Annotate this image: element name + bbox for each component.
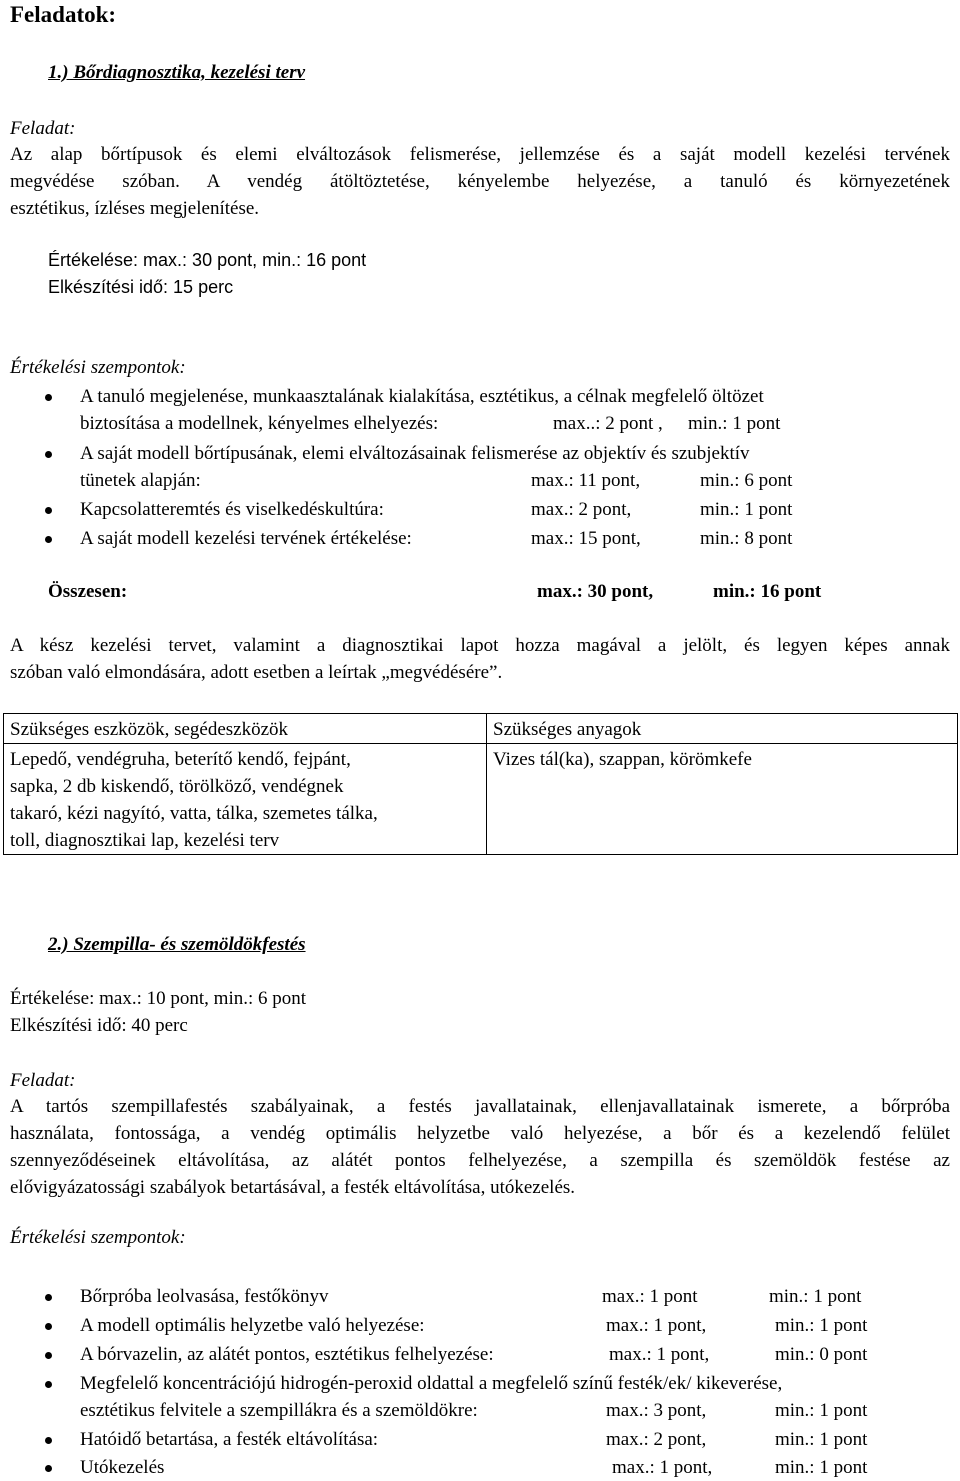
page-heading: Feladatok: — [10, 2, 117, 27]
criterion-min: min.: 1 pont — [688, 413, 781, 434]
criterion-max: max.: 1 pont, — [609, 1344, 710, 1365]
criterion-text: Megfelelő koncentrációjú hidrogén-peroxid oldattal a megfelelő színű festék/ek/ kikeverése, — [80, 1373, 783, 1394]
paragraph-line: megvédése szóban. A vendég átöltöztetése, kényelembe helyezése, a tanuló és környezetének — [10, 171, 950, 192]
criterion-text: Utókezelés — [80, 1457, 165, 1478]
criterion-text: Bőrpróba leolvasása, festőkönyv — [80, 1286, 329, 1307]
criterion-min: min.: 1 pont — [700, 499, 793, 520]
tools-line: Lepedő, vendégruha, beterítő kendő, fejpánt, — [10, 749, 351, 770]
paragraph-line: A kész kezelési tervet, valamint a diagnosztikai lapot hozza magával a jelölt, és legyen képes annak — [10, 635, 950, 656]
criterion-text: Kapcsolatteremtés és viselkedéskultúra: — [80, 499, 384, 520]
paragraph-line: használata, fontossága, a vendég optimális helyzetbe való helyezése, a bőr és a kezelendő felület — [10, 1123, 950, 1144]
criterion-text: A saját modell kezelési tervének értékelése: — [80, 528, 412, 549]
feladat-label: Feladat: — [10, 118, 76, 139]
criterion-max: max.: 3 pont, — [606, 1400, 707, 1421]
criterion-text: tünetek alapján: — [80, 470, 201, 491]
criterion-max: max.: 2 pont, — [606, 1429, 707, 1450]
ido-line: Elkészítési idő: 40 perc — [10, 1015, 188, 1036]
bullet — [45, 536, 52, 543]
criterion-text: biztosítása a modellnek, kényelmes elhelyezés: — [80, 413, 439, 434]
criterion-min: min.: 1 pont — [775, 1315, 868, 1336]
bullet — [45, 1465, 52, 1472]
criterion-min: min.: 8 pont — [700, 528, 793, 549]
table-cell-materials: Vizes tál(ka), szappan, körömkefe — [487, 744, 958, 855]
ertekeles-line: Értékelése: max.: 10 pont, min.: 6 pont — [10, 988, 307, 1009]
bullet — [45, 507, 52, 514]
paragraph-line: A tartós szempillafestés szabályainak, a festés javallatainak, ellenjavallatainak ismerete, a bőrpróba — [10, 1096, 950, 1117]
szempont-label: Értékelési szempontok: — [10, 357, 186, 378]
ido-line: Elkészítési idő: 15 perc — [48, 277, 234, 297]
bullet — [45, 1381, 52, 1388]
total-label: Összesen: — [48, 581, 128, 602]
criterion-text: esztétikus felvitele a szempillákra és a szemöldökre: — [80, 1400, 478, 1421]
bullet — [45, 1294, 52, 1301]
criterion-min: min.: 6 pont — [700, 470, 793, 491]
criterion-max: max.: 1 pont, — [612, 1457, 713, 1478]
section-2-title: 2.) Szempilla- és szemöldökfestés — [48, 934, 306, 955]
tools-table — [3, 713, 958, 855]
bullet — [45, 394, 52, 401]
feladat-label: Feladat: — [10, 1070, 76, 1091]
feladat-paragraph — [10, 141, 950, 222]
criterion-max: max.: 15 pont, — [531, 528, 641, 549]
criterion-max: max.: 11 pont, — [531, 470, 641, 491]
paragraph-line: szóban való elmondására, adott esetben a leírtak „megvédésére”. — [10, 662, 503, 683]
total-max: max.: 30 pont, — [537, 581, 654, 602]
criterion-max: max.: 1 pont — [602, 1286, 698, 1307]
criterion-min: min.: 0 pont — [775, 1344, 868, 1365]
paragraph-line: elővigyázatossági szabályok betartásával, a festék eltávolítása, utókezelés. — [10, 1177, 576, 1198]
tools-line: toll, diagnosztikai lap, kezelési terv — [10, 830, 280, 851]
feladat-paragraph — [10, 1093, 950, 1201]
criterion-text: A modell optimális helyzetbe való helyezése: — [80, 1315, 425, 1336]
criterion-max: max..: 2 pont , — [553, 413, 663, 434]
criterion-max: max.: 2 pont, — [531, 499, 632, 520]
criterion-text: A bórvazelin, az alátét pontos, esztétikus felhelyezése: — [80, 1344, 494, 1365]
tools-line: sapka, 2 db kiskendő, törölköző, vendégnek — [10, 776, 344, 797]
tools-line: takaró, kézi nagyító, vatta, tálka, szemetes tálka, — [10, 803, 378, 824]
bullet — [45, 451, 52, 458]
bullet — [45, 1352, 52, 1359]
criterion-min: min.: 1 pont — [775, 1429, 868, 1450]
criterion-min: min.: 1 pont — [769, 1286, 862, 1307]
criterion-text: Hatóidő betartása, a festék eltávolítása: — [80, 1429, 379, 1450]
total-min: min.: 16 pont — [713, 581, 822, 602]
bullet — [45, 1323, 52, 1330]
paragraph-line: szennyeződéseinek eltávolítása, az alátét pontos felhelyezése, a szempilla és szemöldök festése az — [10, 1150, 950, 1171]
note-paragraph — [10, 632, 950, 686]
szempont-label: Értékelési szempontok: — [10, 1227, 186, 1248]
paragraph-line: Az alap bőrtípusok és elemi elváltozások felismerése, jellemzése és a saját modell kezelési tervének — [10, 144, 950, 165]
criterion-text: A tanuló megjelenése, munkaasztalának kialakítása, esztétikus, a célnak megfelelő öltözet — [80, 386, 764, 407]
table-header-materials: Szükséges anyagok — [487, 714, 958, 744]
criterion-text: A saját modell bőrtípusának, elemi elváltozásainak felismerése az objektív és szubjektív — [80, 443, 750, 464]
section-1-title: 1.) Bőrdiagnosztika, kezelési terv — [48, 62, 306, 83]
criterion-min: min.: 1 pont — [775, 1400, 868, 1421]
ertekeles-line: Értékelése: max.: 30 pont, min.: 16 pont — [48, 250, 367, 270]
table-cell-tools — [4, 744, 487, 855]
criterion-min: min.: 1 pont — [775, 1457, 868, 1478]
paragraph-line: esztétikus, ízléses megjelenítése. — [10, 198, 260, 219]
criterion-max: max.: 1 pont, — [606, 1315, 707, 1336]
table-header-tools: Szükséges eszközök, segédeszközök — [4, 714, 487, 744]
bullet — [45, 1437, 52, 1444]
